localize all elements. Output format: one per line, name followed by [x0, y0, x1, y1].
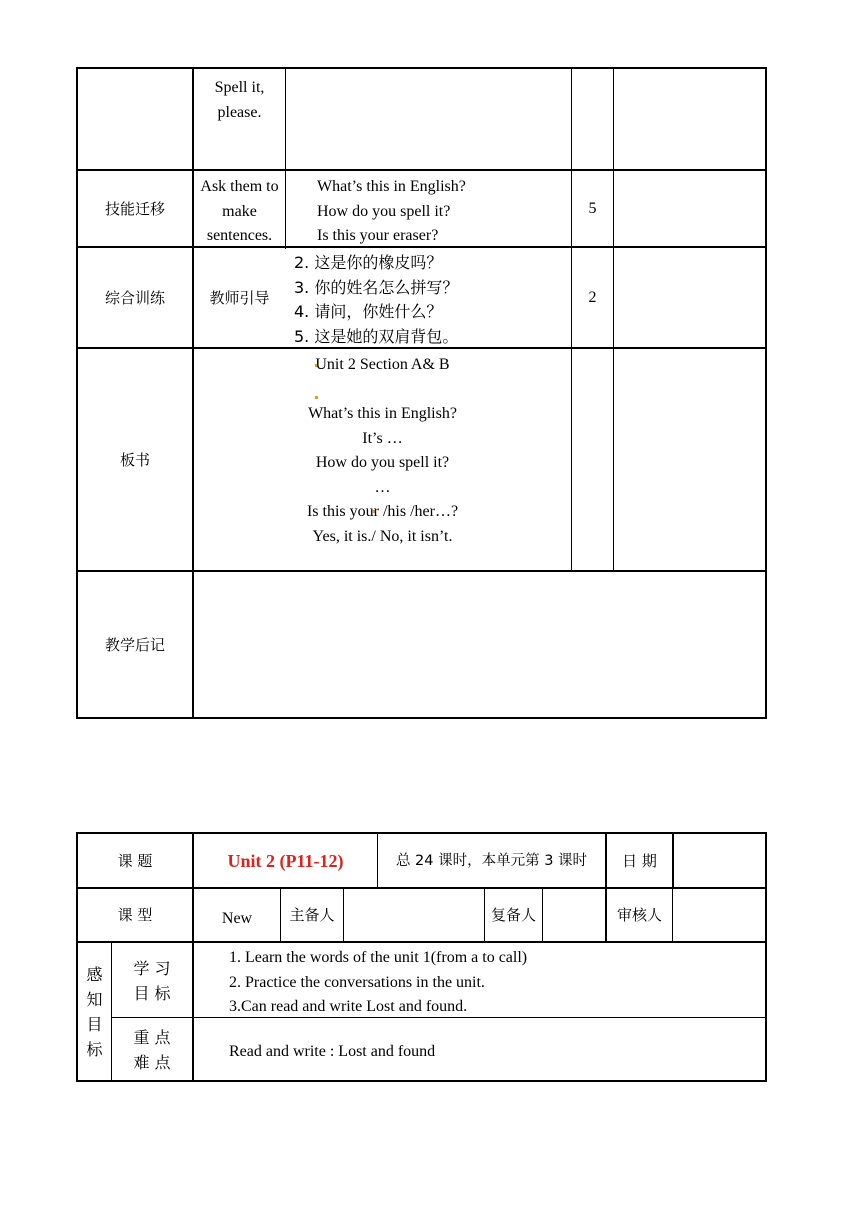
key-label-line: 难 点 [133, 1053, 171, 1072]
table2-col-divider [343, 888, 344, 942]
row1-activity [194, 76, 285, 125]
row2-content-line: What’s this in English? [317, 178, 466, 195]
key-content-line: Read and write : Lost and found [229, 1043, 436, 1060]
row5-label: 教学后记 [104, 635, 165, 654]
study-goal-label-line: 目 标 [133, 984, 171, 1003]
table1-right-border [765, 67, 767, 719]
row2-label: 技能迁移 [104, 199, 165, 218]
board-line: What’s this in English? [308, 405, 457, 422]
board-line: … [374, 478, 391, 496]
row2-activity [194, 175, 285, 249]
row4-label: 板书 [119, 450, 150, 469]
row3-time: 2 [588, 288, 597, 306]
row3-content-line: 5. 这是她的双肩背包。 [294, 326, 459, 346]
row2-activity-line: make [222, 202, 257, 220]
goal-label-char: 知 [86, 990, 103, 1009]
table2-row-divider [76, 941, 767, 943]
lesson-count: 总 24 课时，本单元第 3 课时 [395, 852, 588, 869]
board-line: Unit 2 Section A& B [315, 356, 450, 373]
table2-col-divider [672, 888, 673, 942]
type-label: 课 型 [117, 906, 153, 924]
main-prep-label: 主备人 [289, 906, 335, 924]
row1-activity-line: please. [217, 103, 262, 121]
goal-label-char: 感 [86, 965, 103, 984]
table1-col-divider [285, 67, 286, 249]
goal-label-char: 目 [86, 1015, 103, 1034]
row2-activity-line: sentences. [206, 227, 273, 244]
table1-top-border [76, 67, 767, 69]
table2-col-divider [672, 832, 674, 888]
row1-activity-line: Spell it, [214, 79, 265, 96]
row2-time: 5 [588, 199, 597, 217]
row3-content [294, 251, 458, 349]
study-goal-item: 1. Learn the words of the unit 1(from a to call) [229, 949, 528, 966]
row4-board-writing [194, 353, 571, 549]
table2-col-divider [542, 888, 543, 942]
goal-label [78, 962, 111, 1062]
row2-content-line: Is this your eraser? [317, 227, 439, 244]
board-spacer [194, 378, 571, 403]
reviewer-label: 审核人 [616, 906, 662, 924]
date-label: 日 期 [622, 851, 657, 870]
topic-title: Unit 2 (P11-12) [227, 850, 344, 871]
row2-content-line: How do you spell it? [317, 202, 451, 220]
key-label-line: 重 点 [133, 1028, 171, 1047]
study-goal-item: 3.Can read and write Lost and found. [229, 998, 468, 1015]
row3-label: 综合训练 [104, 288, 165, 307]
row3-content-line: 3. 你的姓名怎么拼写？ [294, 277, 459, 297]
table1-bottom-border [76, 717, 767, 719]
table1-col-divider [613, 67, 614, 572]
table2-right-border [765, 832, 767, 1082]
co-prep-label: 复备人 [490, 906, 536, 924]
row3-content-line: 2. 这是你的橡皮吗？ [294, 253, 443, 272]
board-line: Is this your /his /her…? [306, 503, 459, 520]
study-goal-label-line: 学 习 [133, 959, 171, 978]
board-line: Yes, it is./ No, it isn’t. [312, 527, 453, 545]
row3-content-line: 4. 请问，你姓什么？ [294, 302, 443, 321]
study-goal-label [112, 956, 192, 1006]
type-value: New [221, 910, 253, 927]
table2-bottom-border [76, 1080, 767, 1082]
row3-activity: 教师引导 [209, 288, 270, 307]
study-goals [229, 946, 527, 1020]
topic-label: 课 题 [117, 851, 153, 870]
board-line: How do you spell it? [315, 454, 450, 471]
row2-activity-line: Ask them to [200, 178, 279, 195]
row2-content [317, 175, 466, 249]
key-label [112, 1025, 192, 1075]
study-goal-item: 2. Practice the conversations in the unit. [229, 973, 485, 991]
key-content [229, 1040, 435, 1065]
goal-label-char: 标 [86, 1040, 103, 1059]
board-line: It’s … [362, 429, 403, 447]
